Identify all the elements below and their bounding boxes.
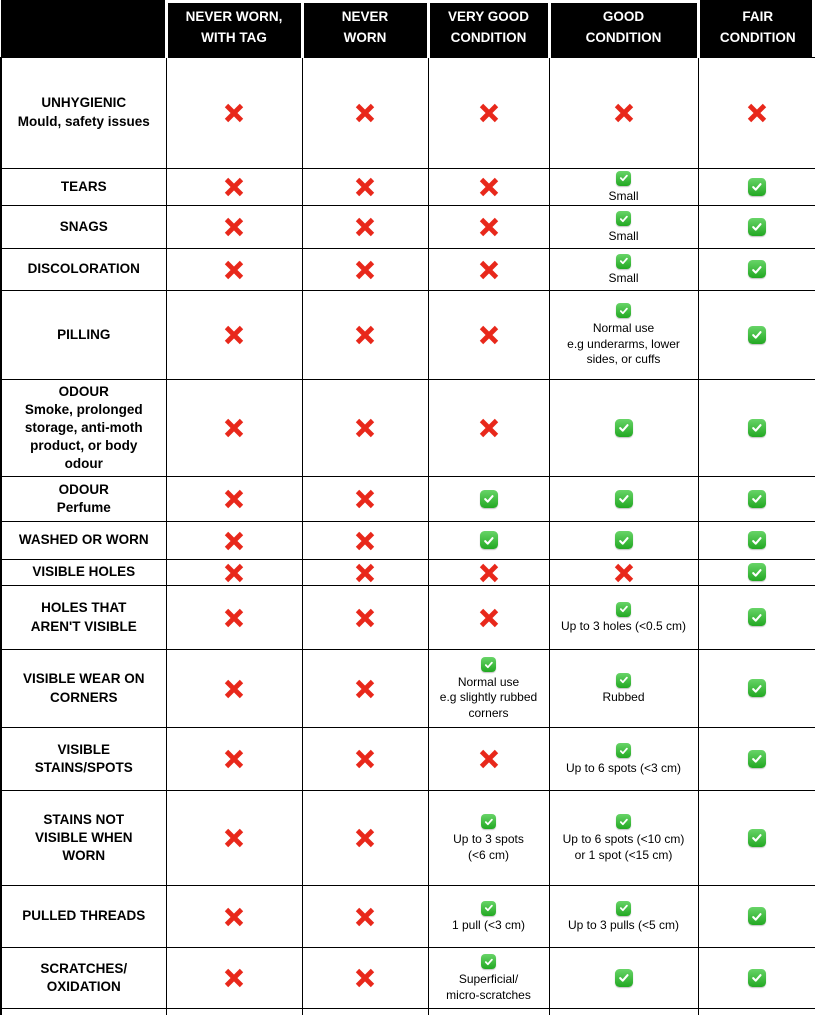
cut-off-cell bbox=[549, 1009, 698, 1015]
cut-off-cell bbox=[1, 1009, 166, 1015]
row-subtitle: Smoke, prolonged storage, anti-moth product, or body odour bbox=[24, 401, 143, 472]
row-visible-holes bbox=[1, 560, 815, 586]
row-label-visible-wear-on-corners bbox=[1, 650, 166, 728]
red-cross-icon bbox=[354, 749, 376, 769]
row-label-scratches-oxidation bbox=[1, 948, 166, 1009]
red-cross-icon bbox=[354, 260, 376, 280]
cell-note: Small bbox=[608, 188, 639, 203]
cell-washed-or-worn-never-worn bbox=[302, 522, 428, 560]
cell-washed-or-worn-very-good-condition bbox=[428, 522, 549, 560]
cell-visible-holes-never-worn bbox=[302, 560, 428, 586]
cell-visible-holes-very-good-condition bbox=[428, 560, 549, 586]
green-check-icon bbox=[748, 969, 766, 987]
row-title: SCRATCHES/ OXIDATION bbox=[40, 960, 128, 995]
red-cross-icon bbox=[354, 325, 376, 345]
row-label-odour-perfume bbox=[1, 477, 166, 522]
cell-odour-perfume-very-good-condition bbox=[428, 477, 549, 522]
cell-scratches-oxidation-never-worn-with-tag bbox=[166, 948, 302, 1009]
red-cross-icon bbox=[354, 103, 376, 123]
row-pilling bbox=[1, 291, 815, 380]
row-stains-not-visible-when-worn bbox=[1, 791, 815, 886]
cell-discoloration-never-worn bbox=[302, 249, 428, 291]
green-check-icon bbox=[616, 743, 631, 758]
red-cross-icon bbox=[223, 177, 245, 197]
table-top-border bbox=[165, 0, 698, 3]
cell-holes-not-visible-good-condition bbox=[549, 586, 698, 650]
red-cross-icon bbox=[223, 103, 245, 123]
cell-visible-wear-on-corners-good-condition bbox=[549, 650, 698, 728]
green-check-icon bbox=[748, 829, 766, 847]
cell-visible-stains-spots-very-good-condition bbox=[428, 728, 549, 791]
row-subtitle: Perfume bbox=[56, 500, 111, 516]
row-title: PILLING bbox=[57, 326, 111, 342]
cell-pulled-threads-good-condition bbox=[549, 886, 698, 948]
row-title: STAINS NOT VISIBLE WHEN WORN bbox=[34, 811, 133, 864]
row-label-holes-not-visible bbox=[1, 586, 166, 650]
row-scratches-oxidation bbox=[1, 948, 815, 1009]
red-cross-icon bbox=[223, 749, 245, 769]
row-label-unhygienic bbox=[1, 57, 166, 168]
row-odour-smoke bbox=[1, 380, 815, 477]
cell-unhygienic-never-worn-with-tag bbox=[166, 57, 302, 168]
cell-discoloration-fair-condition bbox=[698, 249, 815, 291]
cell-snags-never-worn-with-tag bbox=[166, 206, 302, 249]
cell-note: Up to 3 holes (<0.5 cm) bbox=[560, 619, 687, 634]
cell-visible-wear-on-corners-very-good-condition bbox=[428, 650, 549, 728]
cell-note: Up to 3 pulls (<5 cm) bbox=[567, 918, 680, 933]
cut-off-row bbox=[1, 1009, 815, 1015]
green-check-icon bbox=[616, 901, 631, 916]
cell-note: Up to 3 spots (<6 cm) bbox=[453, 832, 524, 862]
cell-stains-not-visible-when-worn-good-condition bbox=[549, 791, 698, 886]
green-check-icon bbox=[748, 679, 766, 697]
green-check-icon bbox=[748, 531, 766, 549]
red-cross-icon bbox=[223, 968, 245, 988]
cell-scratches-oxidation-very-good-condition bbox=[428, 948, 549, 1009]
row-title: VISIBLE HOLES bbox=[32, 564, 136, 580]
cell-note: Small bbox=[608, 228, 639, 243]
cell-note: Normal use e.g underarms, lower sides, or cuffs bbox=[567, 321, 680, 367]
red-cross-icon bbox=[223, 828, 245, 848]
row-tears bbox=[1, 168, 815, 206]
green-check-icon bbox=[616, 602, 631, 617]
green-check-icon bbox=[616, 254, 631, 269]
cell-pilling-very-good-condition bbox=[428, 291, 549, 380]
green-check-icon bbox=[748, 326, 766, 344]
cell-odour-smoke-fair-condition bbox=[698, 380, 815, 477]
row-visible-stains-spots bbox=[1, 728, 815, 791]
green-check-icon bbox=[480, 531, 498, 549]
red-cross-icon bbox=[354, 418, 376, 438]
green-check-icon bbox=[481, 901, 496, 916]
cell-note: Superficial/ micro-scratches bbox=[446, 972, 531, 1002]
red-cross-icon bbox=[354, 608, 376, 628]
red-cross-icon bbox=[478, 418, 500, 438]
green-check-icon bbox=[615, 531, 633, 549]
green-check-icon bbox=[748, 178, 766, 196]
green-check-icon bbox=[615, 419, 633, 437]
green-check-icon bbox=[615, 969, 633, 987]
cell-tears-good-condition bbox=[549, 168, 698, 206]
cell-odour-perfume-never-worn-with-tag bbox=[166, 477, 302, 522]
green-check-icon bbox=[616, 814, 631, 829]
red-cross-icon bbox=[354, 679, 376, 699]
cell-scratches-oxidation-never-worn bbox=[302, 948, 428, 1009]
row-label-stains-not-visible-when-worn bbox=[1, 791, 166, 886]
red-cross-icon bbox=[478, 260, 500, 280]
red-cross-icon bbox=[223, 679, 245, 699]
red-cross-icon bbox=[478, 325, 500, 345]
red-cross-icon bbox=[354, 177, 376, 197]
red-cross-icon bbox=[354, 217, 376, 237]
cell-tears-fair-condition bbox=[698, 168, 815, 206]
row-title: PULLED THREADS bbox=[22, 908, 146, 924]
green-check-icon bbox=[616, 211, 631, 226]
cell-stains-not-visible-when-worn-very-good-condition bbox=[428, 791, 549, 886]
row-washed-or-worn bbox=[1, 522, 815, 560]
red-cross-icon bbox=[223, 260, 245, 280]
red-cross-icon bbox=[478, 217, 500, 237]
cell-pilling-good-condition bbox=[549, 291, 698, 380]
column-header-good-condition: GOOD CONDITION bbox=[549, 0, 698, 57]
cell-odour-smoke-never-worn bbox=[302, 380, 428, 477]
column-header-fair-condition: FAIR CONDITION bbox=[698, 0, 815, 57]
row-holes-not-visible bbox=[1, 586, 815, 650]
green-check-icon bbox=[748, 218, 766, 236]
cut-off-cell bbox=[166, 1009, 302, 1015]
cut-off-cell bbox=[428, 1009, 549, 1015]
cell-holes-not-visible-never-worn bbox=[302, 586, 428, 650]
column-header-never-worn-with-tag: NEVER WORN, WITH TAG bbox=[166, 0, 302, 57]
red-cross-icon bbox=[223, 608, 245, 628]
red-cross-icon bbox=[223, 489, 245, 509]
cell-visible-stains-spots-good-condition bbox=[549, 728, 698, 791]
cell-pilling-never-worn bbox=[302, 291, 428, 380]
green-check-icon bbox=[748, 750, 766, 768]
cell-unhygienic-fair-condition bbox=[698, 57, 815, 168]
cell-discoloration-never-worn-with-tag bbox=[166, 249, 302, 291]
cell-pilling-never-worn-with-tag bbox=[166, 291, 302, 380]
table-header bbox=[1, 0, 815, 57]
green-check-icon bbox=[615, 490, 633, 508]
cell-snags-good-condition bbox=[549, 206, 698, 249]
cell-note: Small bbox=[608, 271, 639, 286]
red-cross-icon bbox=[223, 563, 245, 583]
green-check-icon bbox=[748, 907, 766, 925]
row-title: SNAGS bbox=[59, 218, 108, 234]
cell-visible-wear-on-corners-fair-condition bbox=[698, 650, 815, 728]
row-title: DISCOLORATION bbox=[27, 261, 140, 277]
red-cross-icon bbox=[478, 103, 500, 123]
row-title: WASHED OR WORN bbox=[18, 532, 149, 548]
row-odour-perfume bbox=[1, 477, 815, 522]
row-label-snags bbox=[1, 206, 166, 249]
row-subtitle: Mould, safety issues bbox=[17, 113, 150, 129]
red-cross-icon bbox=[223, 325, 245, 345]
cell-note: Normal use e.g slightly rubbed corners bbox=[439, 674, 538, 720]
row-label-tears bbox=[1, 168, 166, 206]
red-cross-icon bbox=[354, 828, 376, 848]
cut-off-cell bbox=[302, 1009, 428, 1015]
cell-unhygienic-very-good-condition bbox=[428, 57, 549, 168]
row-unhygienic bbox=[1, 57, 815, 168]
row-label-odour-smoke bbox=[1, 380, 166, 477]
cell-odour-smoke-very-good-condition bbox=[428, 380, 549, 477]
cell-stains-not-visible-when-worn-never-worn-with-tag bbox=[166, 791, 302, 886]
red-cross-icon bbox=[223, 217, 245, 237]
cell-note: Up to 6 spots (<3 cm) bbox=[565, 760, 682, 775]
row-title: HOLES THAT AREN'T VISIBLE bbox=[30, 600, 137, 634]
row-pulled-threads bbox=[1, 886, 815, 948]
green-check-icon bbox=[481, 814, 496, 829]
red-cross-icon bbox=[478, 563, 500, 583]
row-title: VISIBLE STAINS/SPOTS bbox=[34, 741, 133, 776]
cut-off-cell bbox=[698, 1009, 815, 1015]
green-check-icon bbox=[748, 563, 766, 581]
red-cross-icon bbox=[613, 563, 635, 583]
green-check-icon bbox=[616, 673, 631, 688]
row-title: VISIBLE WEAR ON CORNERS bbox=[22, 671, 145, 705]
cell-holes-not-visible-fair-condition bbox=[698, 586, 815, 650]
red-cross-icon bbox=[223, 531, 245, 551]
cell-visible-wear-on-corners-never-worn-with-tag bbox=[166, 650, 302, 728]
cell-odour-smoke-good-condition bbox=[549, 380, 698, 477]
cell-washed-or-worn-never-worn-with-tag bbox=[166, 522, 302, 560]
cell-pulled-threads-never-worn bbox=[302, 886, 428, 948]
cell-snags-fair-condition bbox=[698, 206, 815, 249]
cell-pilling-fair-condition bbox=[698, 291, 815, 380]
red-cross-icon bbox=[478, 749, 500, 769]
green-check-icon bbox=[480, 490, 498, 508]
green-check-icon bbox=[748, 260, 766, 278]
cell-odour-perfume-never-worn bbox=[302, 477, 428, 522]
cell-pulled-threads-never-worn-with-tag bbox=[166, 886, 302, 948]
cell-holes-not-visible-very-good-condition bbox=[428, 586, 549, 650]
cell-unhygienic-never-worn bbox=[302, 57, 428, 168]
cell-tears-never-worn bbox=[302, 168, 428, 206]
red-cross-icon bbox=[354, 968, 376, 988]
cell-odour-perfume-good-condition bbox=[549, 477, 698, 522]
red-cross-icon bbox=[354, 563, 376, 583]
cell-snags-very-good-condition bbox=[428, 206, 549, 249]
header-corner-cell bbox=[1, 0, 166, 57]
row-label-visible-stains-spots bbox=[1, 728, 166, 791]
row-title: TEARS bbox=[60, 178, 107, 194]
cell-visible-holes-fair-condition bbox=[698, 560, 815, 586]
column-header-never-worn: NEVER WORN bbox=[302, 0, 428, 57]
cell-discoloration-very-good-condition bbox=[428, 249, 549, 291]
cell-note: Rubbed bbox=[602, 690, 645, 705]
red-cross-icon bbox=[746, 103, 768, 123]
red-cross-icon bbox=[478, 177, 500, 197]
red-cross-icon bbox=[354, 489, 376, 509]
cell-unhygienic-good-condition bbox=[549, 57, 698, 168]
row-label-pulled-threads bbox=[1, 886, 166, 948]
cell-odour-smoke-never-worn-with-tag bbox=[166, 380, 302, 477]
cell-stains-not-visible-when-worn-never-worn bbox=[302, 791, 428, 886]
cell-holes-not-visible-never-worn-with-tag bbox=[166, 586, 302, 650]
cell-visible-wear-on-corners-never-worn bbox=[302, 650, 428, 728]
red-cross-icon bbox=[354, 907, 376, 927]
header-row bbox=[1, 0, 815, 57]
green-check-icon bbox=[481, 657, 496, 672]
green-check-icon bbox=[616, 303, 631, 318]
cell-pulled-threads-fair-condition bbox=[698, 886, 815, 948]
cell-scratches-oxidation-fair-condition bbox=[698, 948, 815, 1009]
row-title: ODOUR bbox=[58, 383, 109, 399]
cell-visible-holes-good-condition bbox=[549, 560, 698, 586]
cell-visible-stains-spots-fair-condition bbox=[698, 728, 815, 791]
green-check-icon bbox=[748, 419, 766, 437]
row-label-visible-holes bbox=[1, 560, 166, 586]
cell-scratches-oxidation-good-condition bbox=[549, 948, 698, 1009]
row-visible-wear-on-corners bbox=[1, 650, 815, 728]
row-discoloration bbox=[1, 249, 815, 291]
cell-tears-never-worn-with-tag bbox=[166, 168, 302, 206]
cell-pulled-threads-very-good-condition bbox=[428, 886, 549, 948]
cell-tears-very-good-condition bbox=[428, 168, 549, 206]
green-check-icon bbox=[748, 608, 766, 626]
row-label-pilling bbox=[1, 291, 166, 380]
cell-visible-stains-spots-never-worn bbox=[302, 728, 428, 791]
cell-odour-perfume-fair-condition bbox=[698, 477, 815, 522]
cell-note: 1 pull (<3 cm) bbox=[451, 918, 526, 933]
cell-discoloration-good-condition bbox=[549, 249, 698, 291]
red-cross-icon bbox=[478, 608, 500, 628]
green-check-icon bbox=[748, 490, 766, 508]
cell-washed-or-worn-fair-condition bbox=[698, 522, 815, 560]
cell-snags-never-worn bbox=[302, 206, 428, 249]
green-check-icon bbox=[616, 171, 631, 186]
table-body bbox=[1, 57, 815, 1015]
red-cross-icon bbox=[223, 907, 245, 927]
cell-stains-not-visible-when-worn-fair-condition bbox=[698, 791, 815, 886]
red-cross-icon bbox=[613, 103, 635, 123]
row-title: ODOUR bbox=[58, 481, 109, 497]
cell-visible-stains-spots-never-worn-with-tag bbox=[166, 728, 302, 791]
row-snags bbox=[1, 206, 815, 249]
column-header-very-good-condition: VERY GOOD CONDITION bbox=[428, 0, 549, 57]
red-cross-icon bbox=[354, 531, 376, 551]
cell-washed-or-worn-good-condition bbox=[549, 522, 698, 560]
red-cross-icon bbox=[223, 418, 245, 438]
green-check-icon bbox=[481, 954, 496, 969]
cell-visible-holes-never-worn-with-tag bbox=[166, 560, 302, 586]
row-label-washed-or-worn bbox=[1, 522, 166, 560]
cell-note: Up to 6 spots (<10 cm) or 1 spot (<15 cm) bbox=[562, 832, 685, 862]
row-label-discoloration bbox=[1, 249, 166, 291]
row-title: UNHYGIENIC bbox=[41, 95, 127, 111]
